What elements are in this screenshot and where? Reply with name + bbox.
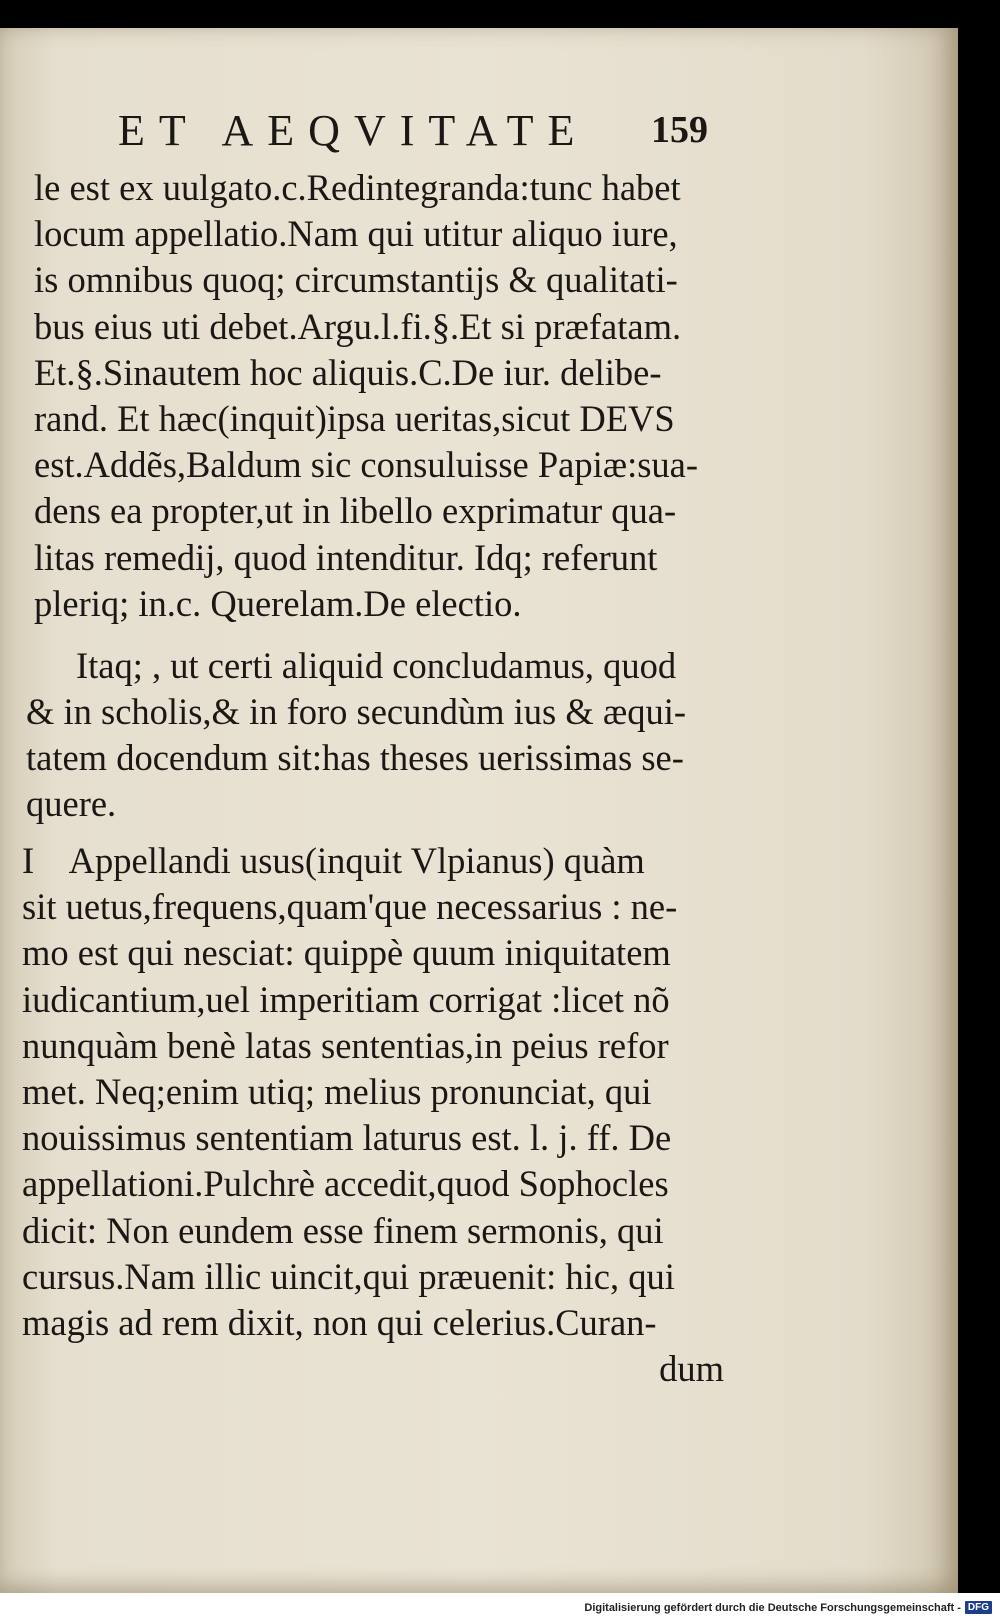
text-line: & in scholis,& in foro secundùm ius & æqui- [26,691,687,732]
paragraph-2-cont [26,689,726,828]
text-line: pleriq; in.c. Querelam.De electio. [34,582,522,624]
text-line: rand. Et hæc(inquit)ipsa ueritas,sicut DEVS [34,398,675,440]
digitization-footer [0,1593,1000,1622]
text-line: nouissimus sententiam laturus est. l. j. ff. De [22,1117,672,1159]
text-line: Et.§.Sinautem hoc aliquis.C.De iur. delibe- [34,351,662,393]
text-line: appellationi.Pulchrè accedit,quod Sophocles [22,1163,669,1205]
text-line: dicit: Non eundem esse finem sermonis, qui [22,1209,664,1251]
catchword: dum [659,1348,724,1390]
text-line: est.Addẽs,Baldum sic consuluisse Papiæ:sua- [34,444,699,486]
text-line: nunquàm benè latas sententias,in peius refor [22,1024,669,1066]
text-line: bus eius uti debet.Argu.l.fi.§.Et si præfatam. [34,305,682,347]
page-header [118,95,708,165]
paragraph-3 [22,838,722,1392]
text-line: iudicantium,uel imperitiam corrigat :licet nõ [22,978,670,1020]
text-line: met. Neq;enim utiq; melius pronunciat, qui [22,1071,652,1113]
text-line: Itaq; , ut certi aliquid concludamus, quod [76,645,677,686]
dfg-logo-icon: DFG [965,1601,992,1614]
text-line: cursus.Nam illic uincit,qui præuenit: hic, qui [22,1255,675,1297]
text-line: locum appellatio.Nam qui utitur aliquo iure, [34,213,678,255]
text-line: is omnibus quoq; circumstantijs & qualitati- [34,259,678,301]
paragraph-2 [76,643,776,689]
page-number: 159 [651,109,708,151]
paragraph-1 [34,165,734,627]
text-line: le est ex uulgato.c.Redintegranda:tunc habet [34,167,681,208]
text-line: dens ea propter,ut in libello exprimatur qua- [34,490,677,532]
footer-credit: Digitalisierung gefördert durch die Deutsche Forschungsgemeinschaft - [584,1601,961,1614]
text-line: sit uetus,frequens,quam'que necessarius : ne- [22,886,678,928]
text-line: quere. [26,783,117,825]
text-line: I Appellandi usus(inquit Vlpianus) quàm [22,840,645,881]
text-line: magis ad rem dixit, non qui celerius.Curan- [22,1302,657,1344]
text-line: litas remedij, quod intenditur. Idq; referunt [34,536,658,578]
text-line: mo est qui nesciat: quippè quum iniquitatem [22,932,671,974]
text-line: tatem docendum sit:has theses uerissimas se- [26,737,684,779]
running-title: ET AEQVITATE [118,105,589,155]
